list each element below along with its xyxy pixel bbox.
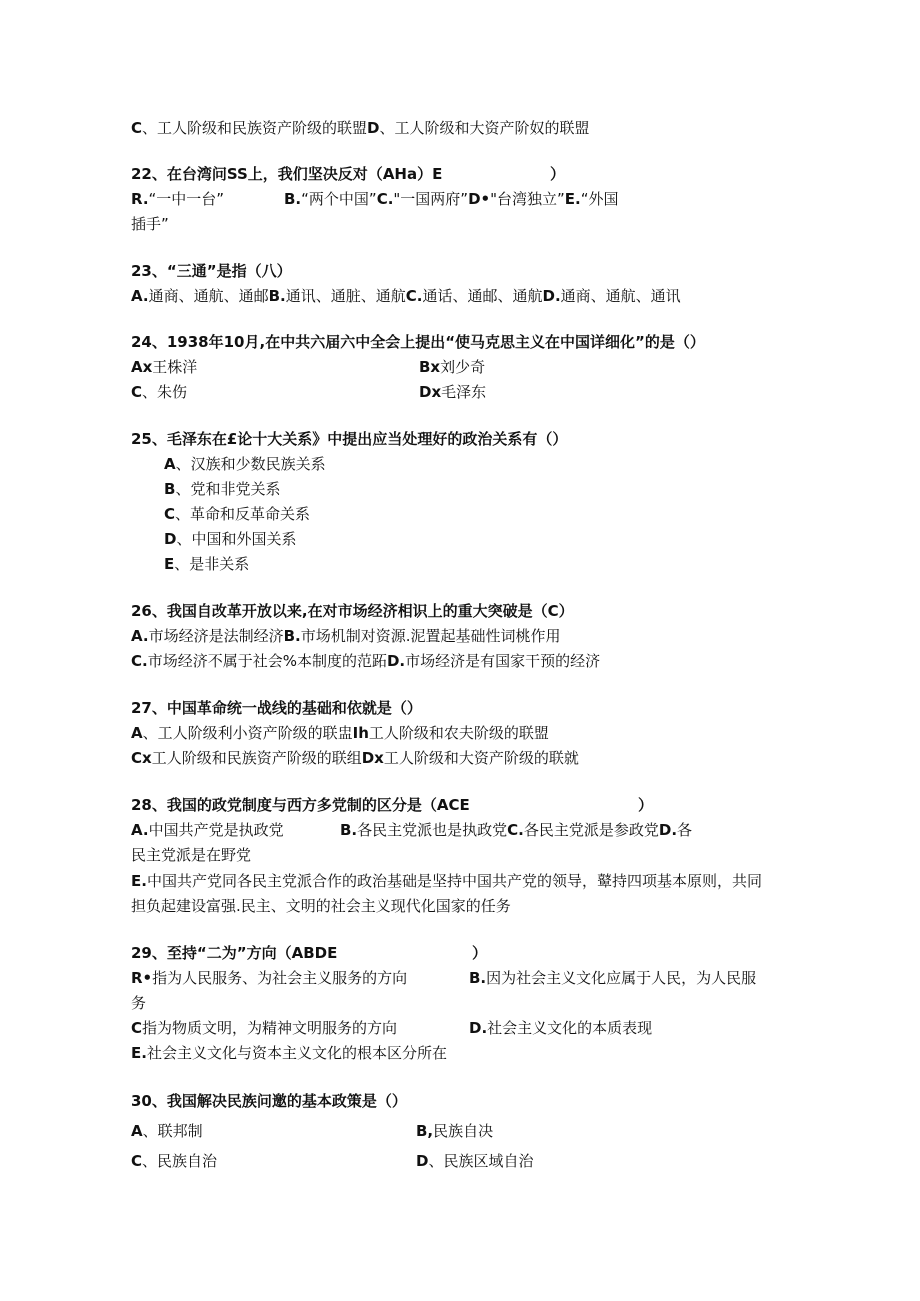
q21-opt-d-text: 、工人阶级和大资产阶奴的联盟: [379, 119, 590, 137]
q30-opt-a: A、联邦制: [131, 1122, 203, 1140]
q28-answer: ACE: [436, 796, 470, 814]
q25-opt-a: A、汉族和少数民族关系: [164, 455, 326, 473]
q30-answer: ）: [391, 1092, 407, 1110]
q29-opt-d: D.社会主义文化的本质表现: [469, 1019, 653, 1037]
q25-opt-b: B、党和非党关系: [164, 480, 281, 498]
q23-options-line: A.通商、通航、通邮B.通讯、通脏、通航C.通话、通邮、通航D.通商、通航、通讯: [131, 287, 681, 305]
q27-stem: 27、中国革命统一战线的基础和依就是（）: [131, 699, 422, 717]
q23-answer: 八）: [261, 262, 292, 280]
q21-opt-d-letter: D: [367, 119, 380, 137]
q29-close-paren: ）: [472, 944, 488, 962]
q27-opt-ab: A、工人阶级利小资产阶级的联盅Ih工人阶级和农夫阶级的联盟: [131, 724, 549, 742]
q29-opt-b: B.因为社会主义文化应属于人民，为人民服: [469, 969, 757, 987]
q29-opt-r: R•指为人民服务、为社会主义服务的方向: [131, 969, 408, 987]
q21-opt-c-text: 、工人阶级和民族资产阶级的联盟: [142, 119, 368, 137]
q24-opt-d: Dx毛泽东: [419, 383, 487, 401]
q22-answer: AHa）E: [382, 165, 443, 183]
q24-stem: 24、1938年10月,在中共六届六中全会上提出“使马克思主义在中国详细化”的是（）: [131, 333, 705, 351]
q27-opt-cd: Cx工人阶级和民族资产阶级的联组Dx工人阶级和大资产阶级的联就: [131, 749, 579, 767]
q30-stem: 30、我国解决民族问邀的基本政策是（）: [131, 1092, 407, 1110]
q22-opt-b-to-e: B.“两个中国”C."一国两府”D•"台湾独立”E.“外国: [284, 190, 619, 208]
q28-opt-bcd: B.各民主党派也是执政党C.各民主党派是参政党D.各: [340, 821, 693, 839]
q22-opt-r: R.“一中一台”: [131, 190, 225, 208]
q24-opt-c: C、朱伤: [131, 383, 188, 401]
q28-opt-d-cont: 民主党派是在野党: [131, 846, 252, 864]
q24-opt-a: Ax王株洋: [131, 358, 198, 376]
q26-answer: C）: [547, 602, 574, 620]
q30-opt-b: B,民族自决: [416, 1122, 494, 1140]
q28-close-paren: ）: [638, 796, 654, 814]
q22-opt-e-cont: 插手”: [131, 215, 169, 233]
q21-options-line: [131, 118, 590, 138]
q26-opt-ab: A.市场经济是法制经济B.市场机制对资源.泥置起基础性词桃作用: [131, 627, 561, 645]
q29-stem: 29、至持“二为”方向（ABDE: [131, 944, 338, 962]
q26-opt-cd: C.市场经济不属于社会%本制度的范跖D.市场经济是有国家干预的经济: [131, 652, 601, 670]
q25-opt-c: C、革命和反革命关系: [164, 505, 311, 523]
q28-opt-a: A.中国共产党是执政党: [131, 821, 284, 839]
q25-stem: 25、毛泽东在£论十大关系》中提出应当处理好的政治关系有（）: [131, 430, 568, 448]
q24-opt-b: Bx刘少奇: [419, 358, 486, 376]
q21-opt-c-letter: C: [131, 119, 143, 137]
q29-opt-e: E.社会主义文化与资本主义文化的根本区分所在: [131, 1044, 447, 1062]
q29-opt-b-cont: 务: [131, 994, 147, 1012]
q26-stem: 26、我国自改革开放以来,在对市场经济相识上的重大突破是（C）: [131, 602, 574, 620]
q30-opt-d: D、民族区域自治: [416, 1152, 534, 1170]
q22-close-paren: ）: [550, 165, 566, 183]
q28-opt-e-cont: 担负起建设富强.民主、文明的社会主义现代化国家的任务: [131, 897, 511, 915]
q30-opt-c: C、民族自治: [131, 1152, 218, 1170]
q28-stem: 28、我国的政党制度与西方多党制的区分是（ACE: [131, 796, 470, 814]
q25-opt-e: E、是非关系: [164, 555, 250, 573]
q29-answer: ABDE: [291, 944, 338, 962]
q25-opt-d: D、中国和外国关系: [164, 530, 297, 548]
q22-stem: 22、在台湾问SS上，我们坚决反对（AHa）E: [131, 165, 443, 183]
q28-opt-e: E.中国共产党同各民主党派合作的政治基础是坚持中国共产党的领导，鼙持四项基本原则，共同: [131, 872, 762, 890]
q29-opt-c: C指为物质文明，为精神文明服务的方向: [131, 1019, 398, 1037]
q23-stem: 23、“三通”是指（八）: [131, 262, 292, 280]
